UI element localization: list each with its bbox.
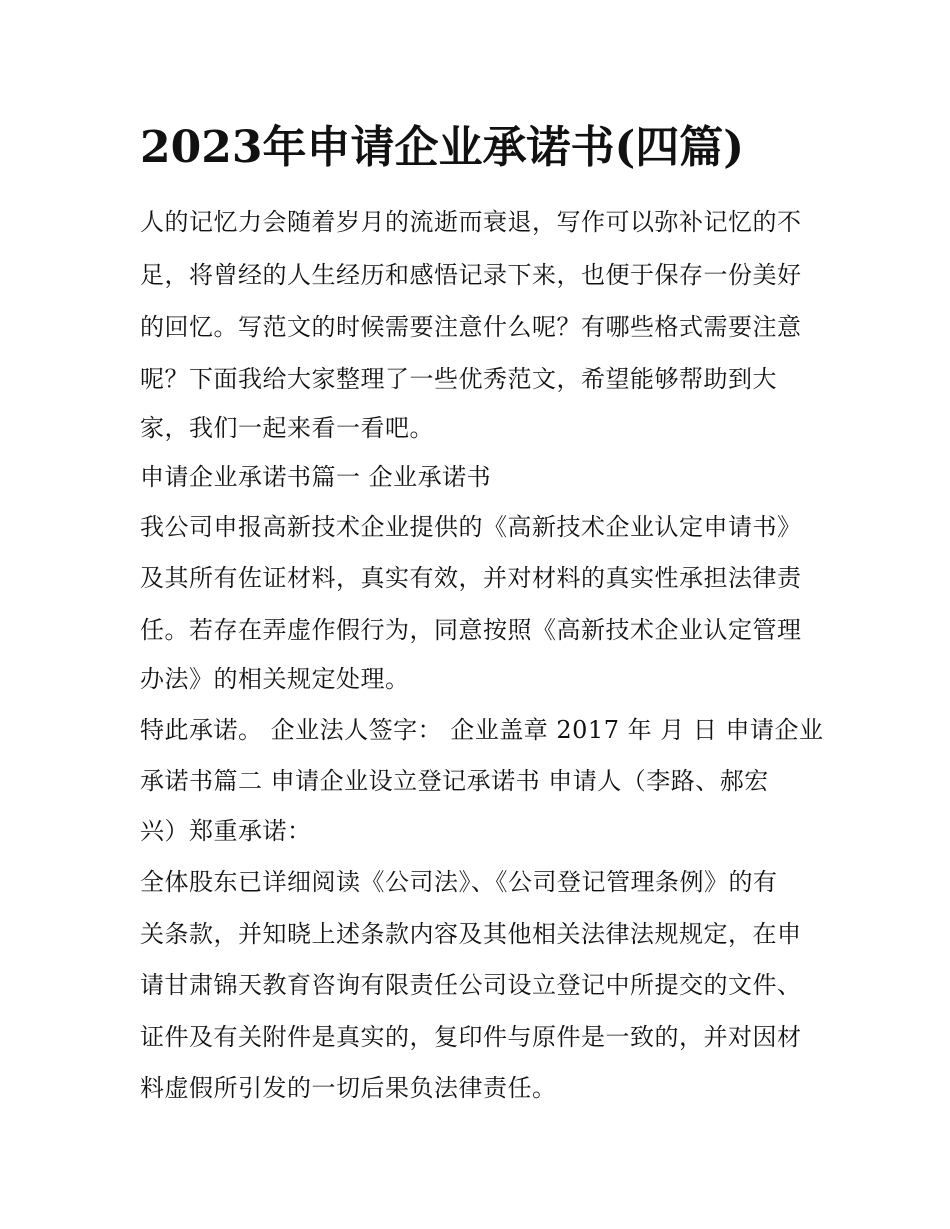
body-line: 证件及有关附件是真实的，复印件与原件是一致的，并对因材 <box>140 1023 802 1051</box>
body-line: 关条款，并知晓上述条款内容及其他相关法律法规规定，在申 <box>140 920 802 948</box>
body-line: 我公司申报高新技术企业提供的《高新技术企业认定申请书》 <box>140 513 802 541</box>
body-line: 全体股东已详细阅读《公司法》、《公司登记管理条例》的有 <box>140 868 778 896</box>
body-line: 办法》的相关规定处理。 <box>140 665 410 693</box>
body-line: 请甘肃锦天教育咨询有限责任公司设立登记中所提交的文件、 <box>140 971 802 999</box>
document-title: 2023年申请企业承诺书(四篇) <box>140 122 745 173</box>
body-line: 任。若存在弄虚作假行为，同意按照《高新技术企业认定管理 <box>140 616 802 644</box>
section-heading-two: 承诺书篇二 申请企业设立登记承诺书 申请人（李路、郝宏 <box>140 767 769 795</box>
intro-line: 人的记忆力会随着岁月的流逝而衰退，写作可以弥补记忆的不 <box>140 208 802 236</box>
intro-line: 足，将曾经的人生经历和感悟记录下来，也便于保存一份美好 <box>140 261 802 289</box>
signature-line: 特此承诺。 企业法人签字： 企业盖章 2017 年 月 日 申请企业 <box>140 716 824 744</box>
intro-line: 的回忆。写范文的时候需要注意什么呢？有哪些格式需要注意 <box>140 313 802 341</box>
body-line: 兴）郑重承诺： <box>140 817 312 845</box>
body-line: 料虚假所引发的一切后果负法律责任。 <box>140 1074 557 1102</box>
section-heading-one: 申请企业承诺书篇一 企业承诺书 <box>140 463 492 491</box>
intro-line: 呢？下面我给大家整理了一些优秀范文，希望能够帮助到大 <box>140 365 777 393</box>
intro-line: 家，我们一起来看一看吧。 <box>140 414 434 442</box>
body-line: 及其所有佐证材料，真实有效，并对材料的真实性承担法律责 <box>140 564 802 592</box>
